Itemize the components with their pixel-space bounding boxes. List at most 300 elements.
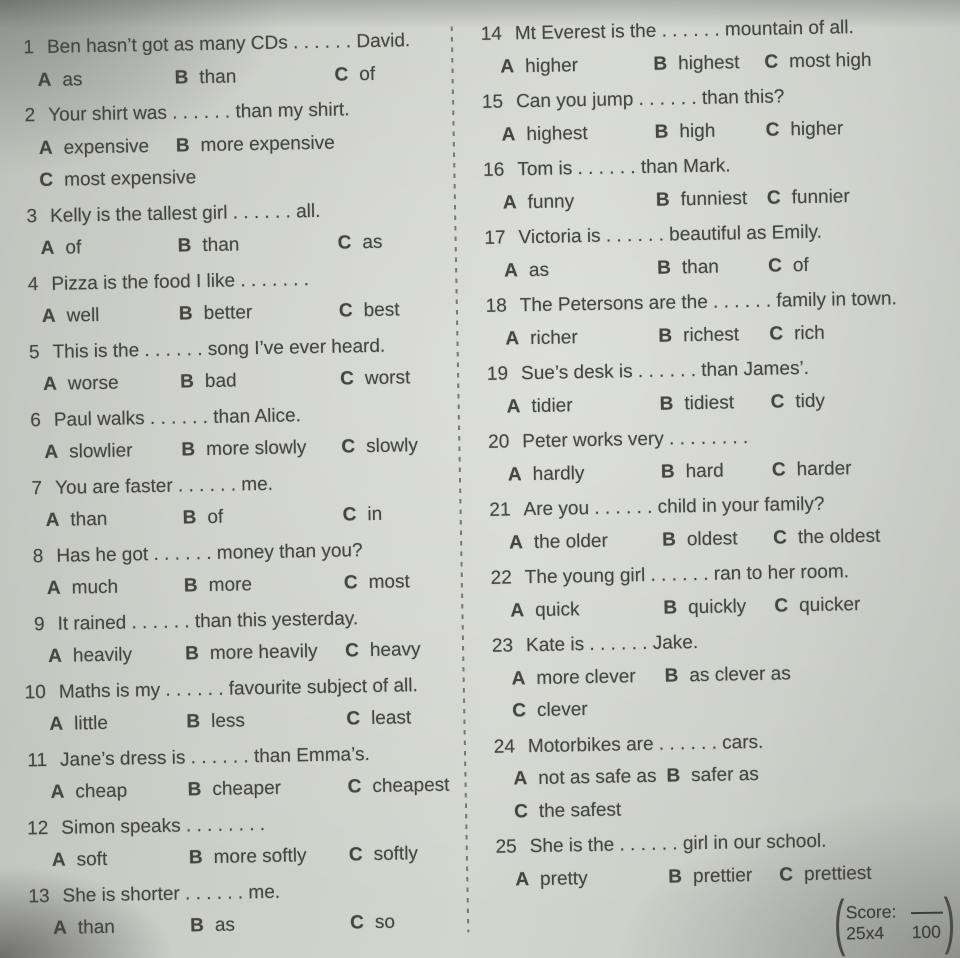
option-label: heavy xyxy=(369,639,421,662)
option-5-C xyxy=(340,362,411,396)
question-prompt: She is shorter . . . . . . me. xyxy=(62,881,281,907)
option-label: the safest xyxy=(538,798,622,822)
option-label: more softly xyxy=(213,845,307,868)
question-number: 16 xyxy=(483,159,505,181)
option-letter: C xyxy=(342,504,357,526)
option-letter: B xyxy=(186,711,201,733)
option-4-C xyxy=(339,294,400,328)
option-letter: C xyxy=(513,800,529,822)
option-label: of xyxy=(359,63,376,85)
option-6-C xyxy=(341,430,418,464)
option-10-B xyxy=(186,703,347,738)
options-row xyxy=(19,769,466,810)
question-13 xyxy=(21,873,468,946)
question-3 xyxy=(9,193,456,266)
score-label: Score: xyxy=(845,901,897,923)
option-letter: B xyxy=(653,53,668,75)
option-5-B xyxy=(180,364,341,399)
question-prompt: Motorbikes are . . . . . . cars. xyxy=(527,731,764,757)
options-row xyxy=(8,157,455,198)
option-17-A xyxy=(504,252,658,287)
question-22 xyxy=(484,554,959,628)
option-letter: B xyxy=(177,235,192,257)
question-6 xyxy=(13,397,460,470)
option-label: as xyxy=(214,914,236,936)
option-25-B xyxy=(668,859,780,894)
option-10-A xyxy=(49,706,187,741)
option-letter: C xyxy=(779,863,794,886)
option-23-A xyxy=(511,660,665,695)
option-25-A xyxy=(515,861,669,896)
option-label: cheaper xyxy=(212,777,282,800)
option-label: prettier xyxy=(692,864,753,887)
options-row xyxy=(11,293,458,334)
option-letter: A xyxy=(501,123,516,146)
option-label: quick xyxy=(534,598,580,621)
option-9-C xyxy=(345,634,421,668)
question-17 xyxy=(477,214,952,288)
option-label: slowly xyxy=(365,435,419,458)
option-label: more slowly xyxy=(205,437,307,461)
question-21 xyxy=(482,486,957,560)
option-17-B xyxy=(657,250,769,285)
question-prompt: The young girl . . . . . . ran to her room. xyxy=(524,561,850,589)
question-prompt: Are you . . . . . . child in your family? xyxy=(523,493,825,521)
question-prompt: It rained . . . . . . than this yesterday. xyxy=(57,607,359,635)
question-prompt: Jane’s dress is . . . . . . than Emma’s. xyxy=(59,743,370,771)
options-row xyxy=(21,837,468,878)
question-number: 9 xyxy=(33,613,45,635)
option-label: best xyxy=(363,299,400,322)
option-letter: A xyxy=(40,237,55,260)
option-letter: B xyxy=(174,66,189,89)
score-blank-line xyxy=(911,912,943,915)
score-total: 100 xyxy=(911,921,942,943)
option-label: most expensive xyxy=(63,167,197,191)
option-label: soft xyxy=(76,848,108,871)
option-16-C xyxy=(767,181,850,215)
option-letter: A xyxy=(50,781,65,803)
option-11-C xyxy=(347,770,449,804)
option-letter: B xyxy=(659,392,674,415)
question-prompt: Victoria is . . . . . . beautiful as Emily. xyxy=(518,221,823,249)
question-number: 11 xyxy=(27,749,48,771)
option-6-A xyxy=(44,434,182,469)
option-15-B xyxy=(654,114,766,149)
options-row xyxy=(6,57,453,98)
option-letter: A xyxy=(41,305,56,327)
option-label: least xyxy=(370,707,412,730)
option-label: most high xyxy=(788,49,872,72)
question-prompt: Kelly is the tallest girl . . . . . . all. xyxy=(49,200,321,227)
option-1-C xyxy=(334,58,375,91)
option-12-B xyxy=(189,839,350,874)
option-label: more heavily xyxy=(209,641,318,664)
option-label: less xyxy=(210,710,246,732)
option-letter: B xyxy=(181,439,196,461)
options-row xyxy=(16,565,463,606)
options-row xyxy=(14,497,461,538)
question-number: 2 xyxy=(24,105,36,127)
question-number: 4 xyxy=(27,273,39,295)
option-label: oldest xyxy=(686,527,738,550)
option-letter: C xyxy=(769,322,784,345)
option-25-C xyxy=(779,857,872,891)
option-label: richer xyxy=(529,326,578,349)
option-letter: B xyxy=(189,915,205,937)
option-letter: A xyxy=(506,395,521,417)
options-row xyxy=(17,633,464,674)
option-label: as clever as xyxy=(689,662,791,686)
option-label: than xyxy=(70,508,108,531)
question-number: 10 xyxy=(24,681,47,703)
option-label: softly xyxy=(373,843,419,866)
option-label: the older xyxy=(533,530,609,553)
option-label: so xyxy=(374,911,396,933)
option-12-A xyxy=(52,842,190,877)
option-11-A xyxy=(50,774,188,809)
question-1 xyxy=(6,24,453,97)
option-letter: C xyxy=(772,526,788,549)
option-letter: A xyxy=(51,849,66,871)
option-letter: B xyxy=(188,847,203,869)
question-number: 8 xyxy=(32,545,44,567)
question-prompt: Kate is . . . . . . Jake. xyxy=(525,632,699,657)
option-2-A xyxy=(39,130,177,165)
option-10-C xyxy=(346,702,411,736)
option-4-A xyxy=(42,298,180,333)
option-letter: A xyxy=(37,69,52,91)
question-number: 22 xyxy=(490,567,513,589)
options-row xyxy=(13,429,460,470)
option-label: than xyxy=(202,234,240,257)
option-18-B xyxy=(658,318,770,353)
option-4-B xyxy=(179,296,340,331)
question-number: 7 xyxy=(31,477,43,499)
option-3-A xyxy=(40,231,178,266)
option-24-B xyxy=(666,759,778,794)
question-12 xyxy=(20,805,467,878)
option-letter: B xyxy=(654,120,669,143)
question-24 xyxy=(487,723,960,829)
option-label: harder xyxy=(796,457,852,480)
question-prompt: Has he got . . . . . . money than you? xyxy=(56,539,363,567)
question-number: 17 xyxy=(484,227,506,249)
score-paren-right: ) xyxy=(943,886,956,956)
option-letter: B xyxy=(184,643,200,665)
question-prompt: Simon speaks . . . . . . . . xyxy=(61,813,266,839)
question-number: 14 xyxy=(480,23,503,45)
option-3-B xyxy=(177,228,338,263)
question-8 xyxy=(15,533,462,606)
option-letter: C xyxy=(334,63,349,86)
option-letter: C xyxy=(347,776,362,798)
option-label: bad xyxy=(204,370,237,393)
question-prompt: The Petersons are the . . . . . . family in town. xyxy=(519,288,897,317)
option-letter: A xyxy=(47,645,63,667)
column-left xyxy=(6,24,469,949)
option-label: slowlier xyxy=(68,440,133,463)
question-number: 21 xyxy=(489,499,511,521)
option-21-A xyxy=(509,524,663,559)
question-number: 6 xyxy=(30,409,42,431)
option-1-A xyxy=(37,62,175,97)
option-letter: A xyxy=(44,441,59,463)
option-letter: A xyxy=(507,463,522,485)
question-prompt: Pizza is the food I like . . . . . . . xyxy=(51,268,310,295)
question-19 xyxy=(480,350,955,424)
option-label: clever xyxy=(536,699,588,721)
option-15-A xyxy=(501,116,655,151)
option-label: worse xyxy=(67,372,119,395)
option-23-B xyxy=(664,658,791,693)
option-7-B xyxy=(182,500,343,535)
option-7-A xyxy=(45,502,183,537)
option-label: higher xyxy=(790,117,844,140)
option-16-A xyxy=(503,184,657,219)
option-label: funniest xyxy=(680,187,748,210)
option-label: as xyxy=(362,231,383,254)
option-label: hardly xyxy=(532,462,585,485)
option-label: cheap xyxy=(75,780,128,803)
option-letter: C xyxy=(767,254,783,277)
option-letter: A xyxy=(38,137,53,159)
option-label: quicker xyxy=(798,593,861,616)
question-number: 15 xyxy=(481,91,504,113)
option-13-C xyxy=(350,907,395,940)
option-5-A xyxy=(43,366,181,401)
question-prompt: She is the . . . . . . girl in our school. xyxy=(529,830,827,858)
question-number: 13 xyxy=(28,885,50,907)
question-7 xyxy=(14,465,461,538)
option-label: heavily xyxy=(72,644,133,667)
question-number: 3 xyxy=(26,205,38,227)
option-letter: C xyxy=(338,300,353,322)
option-letter: B xyxy=(656,256,672,279)
option-letter: A xyxy=(503,259,519,282)
question-prompt: Ben hasn’t got as many CDs . . . . . . David. xyxy=(46,30,411,58)
option-label: as xyxy=(528,259,550,281)
option-letter: C xyxy=(339,368,355,390)
option-23-C xyxy=(512,693,666,728)
option-letter: C xyxy=(346,708,361,730)
option-21-B xyxy=(662,522,774,557)
score-formula: 25x4 xyxy=(845,922,885,944)
option-letter: C xyxy=(344,640,360,662)
option-label: safer as xyxy=(691,763,759,787)
option-19-A xyxy=(506,388,660,423)
option-label: pretty xyxy=(539,867,588,890)
option-label: most xyxy=(368,571,410,594)
option-label: funny xyxy=(527,190,575,213)
option-letter: A xyxy=(43,373,58,395)
option-letter: C xyxy=(771,458,786,481)
option-label: quickly xyxy=(687,595,747,618)
question-prompt: Sue’s desk is . . . . . . than James’. xyxy=(520,357,810,385)
question-prompt: Your shirt was . . . . . . than my shirt. xyxy=(48,99,350,126)
option-17-C xyxy=(768,249,809,282)
option-letter: C xyxy=(765,118,780,141)
option-label: tidiest xyxy=(684,391,735,414)
column-right xyxy=(474,10,960,900)
option-14-B xyxy=(653,46,765,81)
option-13-A xyxy=(53,910,191,945)
option-20-B xyxy=(661,454,773,489)
option-22-C xyxy=(774,589,861,623)
option-8-A xyxy=(47,570,185,605)
option-19-C xyxy=(770,385,825,418)
option-18-A xyxy=(505,320,659,355)
option-14-A xyxy=(500,48,654,83)
question-16 xyxy=(476,146,951,220)
option-letter: B xyxy=(658,324,673,347)
option-label: highest xyxy=(526,122,588,145)
option-label: of xyxy=(207,506,224,529)
option-letter: A xyxy=(500,55,515,78)
option-letter: B xyxy=(182,507,197,529)
option-letter: A xyxy=(508,531,524,553)
question-10 xyxy=(18,669,465,742)
question-14 xyxy=(474,10,949,84)
options-row xyxy=(18,701,465,742)
option-label: the oldest xyxy=(797,525,881,548)
option-label: rich xyxy=(793,322,825,344)
option-16-B xyxy=(656,182,768,217)
option-label: hard xyxy=(685,460,724,482)
question-prompt: This is the . . . . . . song I’ve ever heard. xyxy=(52,335,386,363)
option-label: richest xyxy=(682,323,740,346)
option-letter: A xyxy=(513,768,528,790)
question-9 xyxy=(16,601,463,674)
option-letter: C xyxy=(766,186,781,209)
option-label: high xyxy=(679,120,716,142)
question-25 xyxy=(488,823,960,897)
score-paren-left: ( xyxy=(833,888,846,958)
option-24-C xyxy=(514,793,668,828)
score-box xyxy=(829,886,960,958)
option-letter: C xyxy=(348,844,363,866)
option-label: than xyxy=(199,65,237,88)
question-5 xyxy=(11,329,458,402)
option-letter: A xyxy=(45,509,60,531)
question-number: 5 xyxy=(28,341,40,363)
option-letter: B xyxy=(666,765,681,787)
option-label: worst xyxy=(364,367,411,390)
option-letter: B xyxy=(187,779,202,801)
option-21-C xyxy=(773,520,881,554)
option-label: as xyxy=(62,68,83,91)
option-label: prettiest xyxy=(803,862,872,885)
option-label: tidy xyxy=(795,390,826,412)
option-3-C xyxy=(337,227,382,260)
options-row xyxy=(9,225,456,266)
option-letter: C xyxy=(343,572,358,594)
option-letter: B xyxy=(183,575,198,597)
question-prompt: Tom is . . . . . . than Mark. xyxy=(517,155,731,181)
option-label: well xyxy=(66,304,100,327)
option-label: higher xyxy=(524,54,579,77)
option-19-B xyxy=(659,386,771,421)
option-label: expensive xyxy=(63,135,150,159)
option-8-C xyxy=(344,566,411,600)
option-letter: C xyxy=(512,700,527,722)
option-2-B xyxy=(176,127,337,162)
option-1-B xyxy=(174,59,335,94)
option-letter: A xyxy=(515,868,530,890)
option-letter: A xyxy=(52,917,68,939)
option-label: funnier xyxy=(791,185,850,208)
option-7-C xyxy=(342,499,382,532)
option-label: than xyxy=(77,916,116,939)
option-letter: B xyxy=(655,188,670,211)
option-label: not as safe as xyxy=(538,765,657,789)
option-6-B xyxy=(181,432,342,467)
option-letter: B xyxy=(660,460,675,483)
option-letter: A xyxy=(505,327,520,350)
question-prompt: Paul walks . . . . . . than Alice. xyxy=(53,404,302,431)
option-9-B xyxy=(185,636,346,671)
question-prompt: Mt Everest is the . . . . . . mountain of all. xyxy=(514,17,854,45)
question-20 xyxy=(481,418,956,492)
question-number: 23 xyxy=(491,635,514,657)
option-15-C xyxy=(765,113,843,147)
option-label: of xyxy=(792,254,809,276)
option-letter: A xyxy=(502,191,517,214)
question-11 xyxy=(19,737,466,810)
option-11-B xyxy=(187,771,348,806)
option-letter: B xyxy=(664,664,679,687)
question-18 xyxy=(479,282,954,356)
option-letter: C xyxy=(764,50,779,73)
option-label: more xyxy=(208,574,253,596)
option-letter: B xyxy=(668,865,683,888)
question-number: 19 xyxy=(486,363,509,385)
option-22-B xyxy=(663,590,775,625)
question-2 xyxy=(7,92,455,198)
option-18-C xyxy=(769,317,825,351)
question-prompt: Can you jump . . . . . . than this? xyxy=(515,86,785,113)
question-number: 24 xyxy=(493,735,516,758)
option-20-A xyxy=(508,456,662,491)
option-letter: A xyxy=(511,667,526,689)
question-number: 18 xyxy=(485,295,508,317)
question-15 xyxy=(475,78,950,152)
option-24-A xyxy=(513,761,667,796)
option-letter: C xyxy=(770,390,785,413)
question-prompt: You are faster . . . . . . me. xyxy=(54,473,274,499)
option-letter: C xyxy=(337,232,352,254)
question-4 xyxy=(10,261,457,334)
question-prompt: Peter works very . . . . . . . . xyxy=(522,427,749,453)
option-letter: B xyxy=(661,528,677,551)
score-grid xyxy=(846,901,944,945)
option-letter: B xyxy=(179,371,195,393)
option-20-C xyxy=(772,453,852,487)
option-letter: C xyxy=(341,436,356,458)
option-label: than xyxy=(681,256,720,278)
option-label: much xyxy=(71,576,119,599)
question-number: 12 xyxy=(26,817,49,839)
question-23 xyxy=(485,622,960,728)
option-letter: C xyxy=(774,594,789,617)
option-letter: B xyxy=(663,596,678,619)
question-number: 20 xyxy=(487,431,510,453)
question-number: 1 xyxy=(23,37,35,59)
option-letter: C xyxy=(39,169,54,192)
question-prompt: Maths is my . . . . . . favourite subject of all. xyxy=(58,674,418,703)
option-8-B xyxy=(184,568,345,603)
option-letter: A xyxy=(510,599,525,621)
